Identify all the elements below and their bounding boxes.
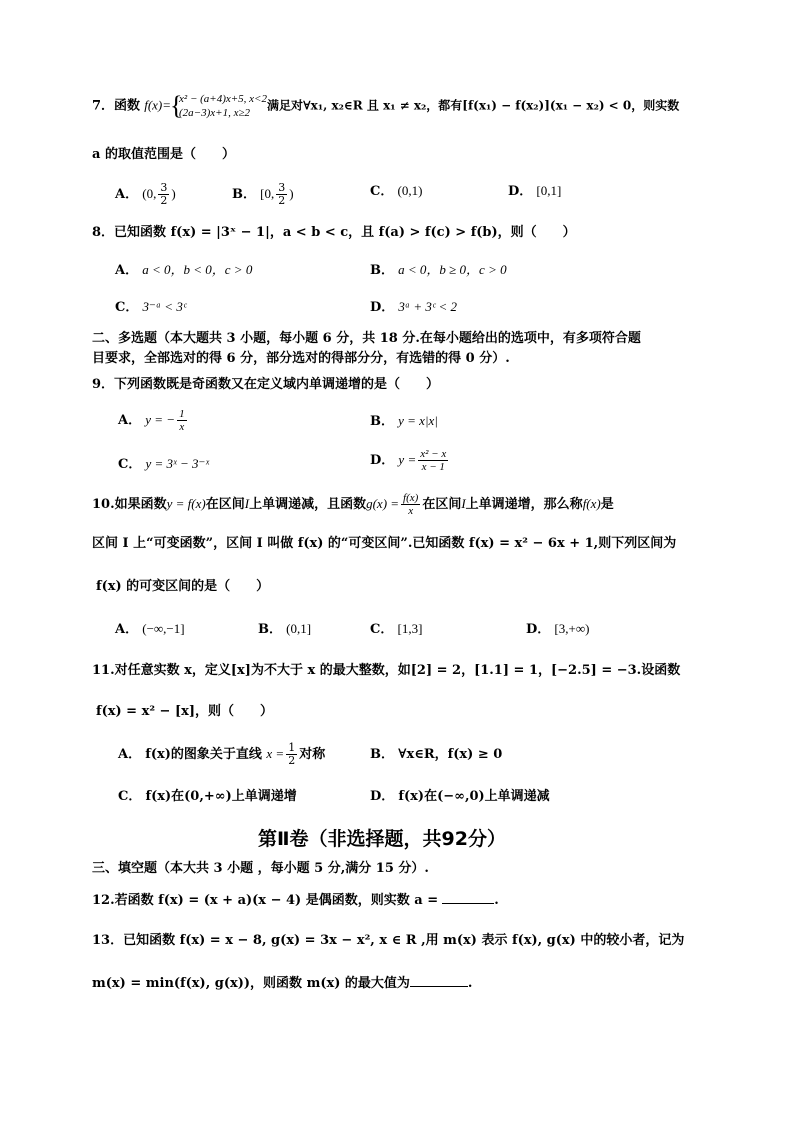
question-7-option-d: D． [0,1]	[508, 183, 562, 199]
part-2-title: 第Ⅱ卷（非选择题，共92分）	[258, 828, 506, 850]
question-11-line2: f(x) = x² − [x]，则（ ）	[96, 704, 274, 719]
question-7-number: 7．	[92, 98, 115, 114]
question-9-option-c: C． y = 3ˣ − 3⁻ˣ	[118, 456, 210, 472]
question-13-line2: m(x) = min(f(x), g(x))，则函数 m(x) 的最大值为 .	[92, 976, 473, 991]
question-8-option-b: B． a < 0，b ≥ 0，c > 0	[370, 262, 507, 278]
question-10-option-a: A． (−∞,−1]	[115, 621, 185, 637]
question-11-option-d: D． f(x)在(−∞,0)上单调递减	[370, 789, 550, 804]
question-9-option-a: A． y = − $\frac{1}{x}$	[118, 408, 185, 433]
question-9-stem: 9．下列函数既是奇函数又在定义域内单调递增的是（ ）	[92, 377, 440, 392]
question-9-option-d: D． y = $\frac{\text{x² − x}}{x - 1}$	[370, 448, 447, 473]
question-7-fx: f(x)=	[144, 97, 172, 113]
piecewise-case-1: { x² − (a+4)x+5, x<2	[179, 93, 267, 105]
question-8-stem: 8．已知函数 f(x) = |3ˣ − 1|，a < b < c，且 f(a) > f(c) > f(b)，则（ ）	[92, 225, 576, 240]
question-7-stem	[92, 92, 679, 120]
question-8-option-d: D． 3ᵃ + 3ᶜ < 2	[370, 299, 458, 315]
question-10-option-d: D． [3,+∞)	[526, 621, 590, 637]
question-8-option-c: C． 3⁻ᵃ < 3ᶜ	[115, 299, 187, 315]
question-7-intro: 函数	[114, 98, 141, 114]
question-8-option-a: A． a < 0，b < 0，c > 0	[115, 262, 253, 278]
question-7-option-b: B． [0, $\frac{3}{2}$ )	[232, 181, 294, 207]
question-11-option-a: A． f(x)的图象关于直线 x = $\frac{1}{2}$ 对称	[118, 741, 326, 767]
question-10-option-b: B． (0,1]	[258, 621, 312, 637]
multi-section-header-line1: 二、多选题（本大题共 3 小题，每小题 6 分，共 18 分.在每小题给出的选项中，有多项符合题	[92, 331, 641, 346]
question-7-option-a: A． (0, $\frac{3}{2}$ )	[115, 181, 176, 207]
question-11-option-b: B． ∀x∈R，f(x) ≥ 0	[370, 747, 503, 762]
question-10-line3: f(x) 的可变区间的是（ ）	[96, 579, 270, 594]
question-13-line1: 13．已知函数 f(x) = x − 8, g(x) = 3x − x², x ∈ R ,用 m(x) 表示 f(x), g(x) 中的较小者，记为	[92, 933, 685, 948]
fill-section-header: 三、填空题（本大共 3 小题 ，每小题 5 分,满分 15 分）.	[92, 861, 429, 876]
answer-blank-13[interactable]	[410, 974, 468, 987]
question-9-option-b: B． y = x|x|	[370, 413, 438, 429]
question-11-line1: 11.对任意实数 x，定义[x]为不大于 x 的最大整数，如[2] = 2，[1.1] = 1，[−2.5] = −3.设函数	[92, 663, 681, 678]
question-7-continuation: a 的取值范围是（ ）	[92, 147, 235, 162]
question-10-line1: 10.如果函数y = f(x)在区间I上单调递减，且函数g(x) = $\frac{f(x)}{x}$ 在区间I上单调递增，那么称f(x)是	[92, 492, 614, 517]
question-7-option-c: C． (0,1)	[370, 183, 423, 199]
multi-section-header-line2: 目要求，全部选对的得 6 分，部分选对的得部分分，有选错的得 0 分）.	[92, 351, 510, 366]
question-12: 12.若函数 f(x) = (x + a)(x − 4) 是偶函数，则实数 a = .	[92, 893, 499, 908]
answer-blank-12[interactable]	[442, 891, 494, 904]
piecewise-case-2: (2a−3)x+1, x≥2	[179, 107, 250, 119]
question-11-option-c: C． f(x)在(0,+∞)上单调递增	[118, 789, 297, 804]
piecewise-function	[171, 92, 267, 120]
question-7-condition: 满足对∀x₁, x₂∈R 且 x₁ ≠ x₂，都有[f(x₁) − f(x₂)](x₁ − x₂) < 0，则实数	[266, 98, 680, 113]
question-10-line2: 区间 I 上“可变函数”，区间 I 叫做 f(x) 的“可变区间”.已知函数 f(x) = x² − 6x + 1,则下列区间为	[92, 536, 677, 551]
question-10-option-c: C． [1,3]	[370, 621, 423, 637]
